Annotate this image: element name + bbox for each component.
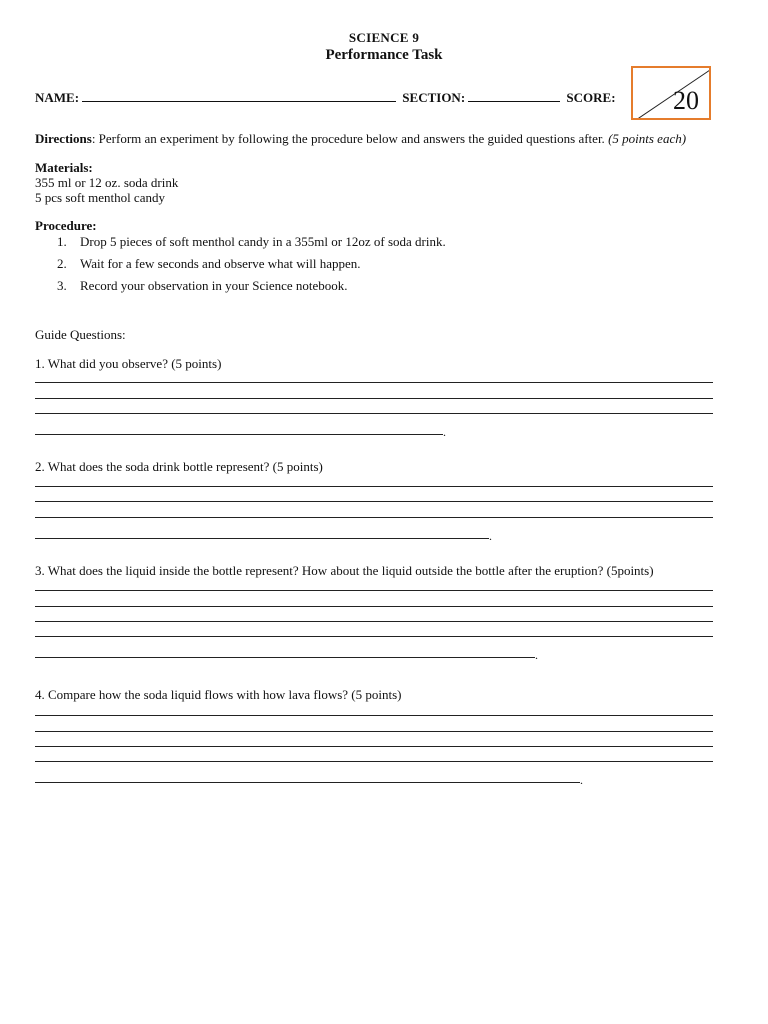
score-box xyxy=(631,66,711,120)
answer-line[interactable] xyxy=(35,621,713,622)
subject-title: SCIENCE 9 xyxy=(348,30,420,45)
procedure-section xyxy=(35,218,446,300)
answer-line[interactable] xyxy=(35,382,713,383)
question-text: 1. What did you observe? (5 points) xyxy=(35,356,222,371)
answer-line[interactable] xyxy=(35,761,713,762)
procedure-heading: Procedure: xyxy=(35,218,97,233)
procedure-step xyxy=(35,234,446,256)
line-end-mark: . xyxy=(489,529,492,543)
material-item: 5 pcs soft menthol candy xyxy=(35,190,165,205)
answer-line[interactable] xyxy=(35,501,713,502)
question-text: 3. What does the liquid inside the bottle represent? How about the liquid outside the bottle after the eruption? (5points) xyxy=(35,563,654,578)
line-end-mark: . xyxy=(443,425,446,439)
question-text: 4. Compare how the soda liquid flows with how lava flows? (5 points) xyxy=(35,687,402,702)
answer-line[interactable] xyxy=(35,413,713,414)
question-3 xyxy=(35,563,713,662)
answer-line[interactable] xyxy=(35,746,713,747)
answer-line[interactable] xyxy=(35,636,713,637)
step-number: 2. xyxy=(57,256,67,271)
answer-line[interactable] xyxy=(35,398,713,399)
directions xyxy=(35,131,735,147)
section-label: SECTION: xyxy=(402,90,466,105)
line-end-mark: . xyxy=(535,648,538,662)
score-divider xyxy=(633,68,711,120)
answer-line[interactable] xyxy=(35,606,713,607)
step-number: 1. xyxy=(57,234,67,249)
procedure-step xyxy=(35,278,446,300)
directions-label: Directions xyxy=(35,131,92,146)
material-item: 355 ml or 12 oz. soda drink xyxy=(35,175,179,190)
name-label: NAME: xyxy=(35,90,80,105)
answer-line[interactable] xyxy=(35,590,713,591)
directions-note: (5 points each) xyxy=(608,131,687,146)
score-total: 20 xyxy=(673,86,699,115)
answer-line[interactable] xyxy=(35,517,713,518)
materials-section xyxy=(35,160,178,205)
answer-line[interactable] xyxy=(35,782,580,783)
directions-text: : Perform an experiment by following the procedure below and answers the guided questions after. xyxy=(91,131,605,146)
section-field[interactable] xyxy=(468,91,560,102)
line-end-mark: . xyxy=(580,773,583,787)
answer-line[interactable] xyxy=(35,434,443,435)
procedure-step xyxy=(35,256,446,278)
question-text: 2. What does the soda drink bottle represent? (5 points) xyxy=(35,459,323,474)
task-title: Performance Task xyxy=(325,47,443,63)
worksheet-header xyxy=(0,30,768,64)
procedure-list xyxy=(35,234,446,300)
materials-heading: Materials: xyxy=(35,160,93,175)
score-label: SCORE: xyxy=(566,90,616,105)
answer-line[interactable] xyxy=(35,538,489,539)
question-2 xyxy=(35,459,713,543)
step-number: 3. xyxy=(57,278,67,293)
answer-line[interactable] xyxy=(35,715,713,716)
guide-questions-label: Guide Questions: xyxy=(35,327,126,342)
name-field[interactable] xyxy=(82,91,396,102)
answer-line[interactable] xyxy=(35,731,713,732)
step-text: Drop 5 pieces of soft menthol candy in a 355ml or 12oz of soda drink. xyxy=(80,234,446,249)
question-4 xyxy=(35,687,713,787)
question-1 xyxy=(35,356,713,439)
answer-line[interactable] xyxy=(35,486,713,487)
step-text: Record your observation in your Science notebook. xyxy=(80,278,348,293)
student-info-line xyxy=(35,90,635,106)
answer-line[interactable] xyxy=(35,657,535,658)
step-text: Wait for a few seconds and observe what will happen. xyxy=(80,256,361,271)
